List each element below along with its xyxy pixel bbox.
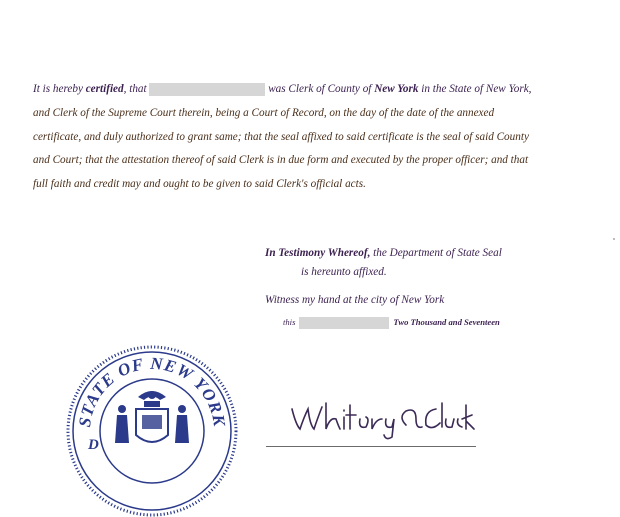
text-segment: , that [123, 83, 150, 95]
signature-line [266, 446, 476, 447]
state-seal [66, 345, 238, 517]
testimony-line-2: is hereunto affixed. [301, 266, 387, 278]
date-line [283, 317, 500, 329]
seal-shield-icon [136, 409, 168, 442]
seal-text: STATE OF NEW YORK [75, 353, 230, 429]
seal-eagle-icon [138, 391, 166, 407]
certificate-line-3: certificate, and duly authorized to grant same; that the seal affixed to said certificate is the seal of said County [33, 130, 529, 143]
testimony-line-1 [265, 244, 502, 263]
testimony-text: the Department of State Seal [370, 247, 502, 259]
certificate-paragraph [33, 78, 593, 197]
certificate-line-5: full faith and credit may and ought to be given to said Clerk's official acts. [33, 178, 366, 191]
witness-statement: Witness my hand at the city of New York [265, 294, 445, 306]
signature-surname [426, 403, 474, 429]
signature-given-name [292, 403, 394, 439]
scan-mark [613, 238, 615, 240]
redacted-clerk-name [149, 83, 265, 96]
this-label: this [283, 317, 296, 327]
certificate-line-2: and Clerk of the Supreme Court therein, being a Court of Record, on the day of the date of the annexed [33, 106, 495, 119]
testimony-block [265, 244, 502, 282]
seal-figure-left-icon [115, 405, 129, 443]
testimony-heading: In Testimony Whereof, [265, 247, 371, 259]
text-segment: It is hereby [33, 83, 86, 95]
certificate-line-1 [33, 78, 593, 102]
year-text: Two Thousand and Seventeen [393, 317, 500, 327]
county-name: New York [374, 83, 419, 95]
seal-letter-d: D [88, 437, 99, 453]
certificate-line-4: and Court; that the attestation thereof of said Clerk is in due form and executed by the proper officer; and that [33, 154, 529, 167]
signature-initial [402, 410, 422, 427]
clerk-signature [286, 395, 476, 445]
certified-word: certified [85, 83, 124, 95]
seal-ring [73, 352, 231, 510]
seal-figure-right-icon [175, 405, 189, 443]
text-segment: in the State of New York, [418, 83, 532, 95]
redacted-date [299, 317, 389, 329]
text-segment: was Clerk of County of [265, 83, 375, 95]
